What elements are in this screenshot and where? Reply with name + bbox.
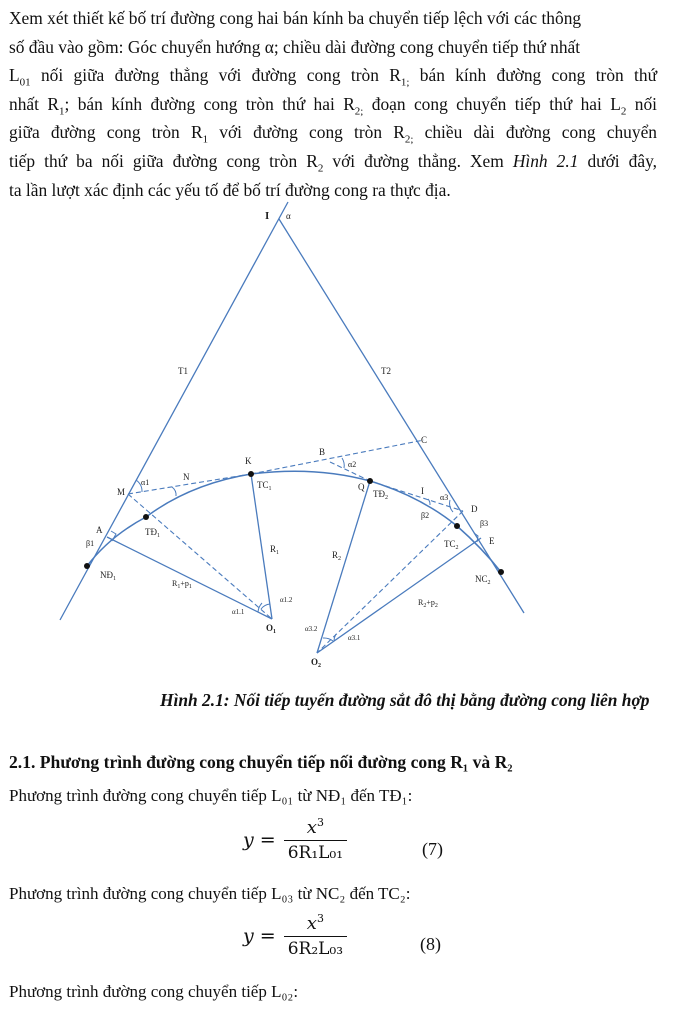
label-alpha: α [286, 211, 291, 221]
label-e: E [489, 536, 495, 546]
eq8-lhs: y = [243, 924, 276, 947]
label-beta2: β2 [421, 511, 430, 520]
radius-r1 [251, 474, 272, 619]
angle-arc-alpha32 [323, 638, 333, 641]
point-tc2 [454, 523, 460, 529]
equation-8-number: (8) [420, 934, 441, 954]
label-beta1: β1 [86, 539, 95, 548]
equation-8 [243, 912, 347, 959]
radius-r2-p2 [317, 538, 481, 653]
label-t1: T1 [178, 366, 188, 376]
label-i-top: I [265, 210, 270, 222]
section-heading: 2.1. Phương trình đường cong chuyển tiếp nối đường cong R₁ và R₂ [9, 752, 513, 772]
point-q [367, 478, 373, 484]
figure-reference[interactable]: Hình 2.1 [512, 150, 579, 171]
eq8-fraction: $\frac{x^3}{\text{6R₂L₀₃}}$ [284, 912, 347, 959]
label-alpha32: α3.2 [305, 625, 318, 633]
equation-7-number: (7) [422, 839, 443, 859]
label-r2: $R_2$ [332, 550, 342, 562]
point-nd1 [84, 563, 90, 569]
intro-line-7: ta lần lượt xác định các yếu tố để bố trí đường cong ra thực địa. [9, 179, 451, 200]
radius-r1-p1 [107, 537, 272, 619]
label-n: N [183, 472, 190, 482]
figure-caption: Hình 2.1: Nối tiếp tuyến đường sắt đô thị bằng đường cong liên hợp [160, 690, 650, 710]
label-td1: $TĐ_1$ [145, 527, 160, 539]
label-tc2: $TC_2$ [444, 539, 459, 551]
angle-arc-alpha2 [342, 458, 344, 468]
label-td2: $TĐ_2$ [373, 489, 388, 501]
equation-7 [243, 816, 347, 863]
label-alpha3: α3 [440, 493, 449, 502]
label-k: K [245, 456, 252, 466]
label-a: A [96, 525, 103, 535]
label-m: M [117, 487, 126, 497]
text-line-1: Phương trình đường cong chuyển tiếp L₀₁ từ NĐ₁ đến TĐ₁: [9, 786, 413, 805]
label-beta3: β3 [480, 519, 489, 528]
text-line-2: Phương trình đường cong chuyển tiếp L₀₃ từ NC₂ đến TC₂: [9, 884, 411, 903]
label-q: Q [358, 482, 365, 492]
eq8-denominator: 6R₂L₀₃ [284, 936, 347, 959]
angle-arc-n [172, 487, 176, 496]
angle-arc-alpha3 [450, 500, 453, 512]
label-t2: T2 [381, 366, 391, 376]
intro-line-3: $L_{01}$ nối giữa đường thẳng với đường cong tròn $R_{1;}$ bán kính đường cong tròn thứ [9, 65, 658, 89]
label-nd1: $NĐ_1$ [100, 570, 116, 582]
eq7-fraction: $\frac{x^3}{\text{6R₁L₀₁}}$ [284, 816, 347, 863]
tangent-line-right [279, 219, 524, 613]
angle-arc-alpha11 [258, 603, 262, 612]
intro-line-1: Xem xét thiết kế bố trí đường cong hai bán kính ba chuyển tiếp lệch với các thông [9, 8, 582, 28]
eq7-lhs: y = [243, 828, 276, 851]
text-line-3: Phương trình đường cong chuyển tiếp L₀₂: [9, 982, 299, 1001]
label-d: D [471, 504, 478, 514]
label-r2-p2: $R_2+p_2$ [418, 598, 438, 609]
point-nc2 [498, 569, 504, 575]
intro-paragraph [9, 4, 657, 204]
label-r1-p1: $R_1+p_1$ [172, 579, 192, 590]
intro-line-6: tiếp thứ ba nối giữa đường cong tròn $R_2$ với đường thẳng. Xem Hình 2.1 dưới đây, [9, 150, 657, 175]
point-k [248, 471, 254, 477]
label-r1: $R_1$ [270, 544, 280, 556]
label-alpha31: α3.1 [348, 634, 361, 642]
label-o1: $O_1$ [266, 623, 277, 635]
label-b: B [319, 447, 326, 457]
label-nc2: $NC_2$ [475, 574, 491, 586]
intro-line-4: nhất $R_1$; bán kính đường cong tròn thứ hai $R_{2;}$ đoạn cong chuyển tiếp thứ hai $L_2$ nối [9, 93, 657, 118]
dashed-m-o1 [128, 494, 272, 619]
radius-r2 [317, 481, 370, 653]
label-alpha2: α2 [348, 460, 357, 469]
curve-diagram [0, 196, 680, 676]
dashed-k-c [251, 440, 424, 474]
eq7-denominator: 6R₁L₀₁ [284, 840, 347, 863]
intro-line-5: giữa đường cong tròn $R_1$ với đường cong tròn $R_{2;}$ chiều dài đường cong chuyển [9, 122, 657, 146]
label-alpha12: α1.2 [280, 596, 293, 604]
label-tc1: $TC_1$ [257, 480, 272, 492]
label-alpha11: α1.1 [232, 608, 245, 616]
label-alpha1: α1 [141, 478, 150, 487]
label-c: C [421, 435, 428, 445]
label-o2: $O_2$ [311, 657, 322, 669]
label-i-mid: I [421, 486, 424, 496]
angle-arc-beta2 [428, 499, 430, 505]
intro-line-2: số đầu vào gồm: Góc chuyển hướng α; chiều dài đường cong chuyển tiếp thứ nhất [9, 36, 581, 57]
point-td1 [143, 514, 149, 520]
